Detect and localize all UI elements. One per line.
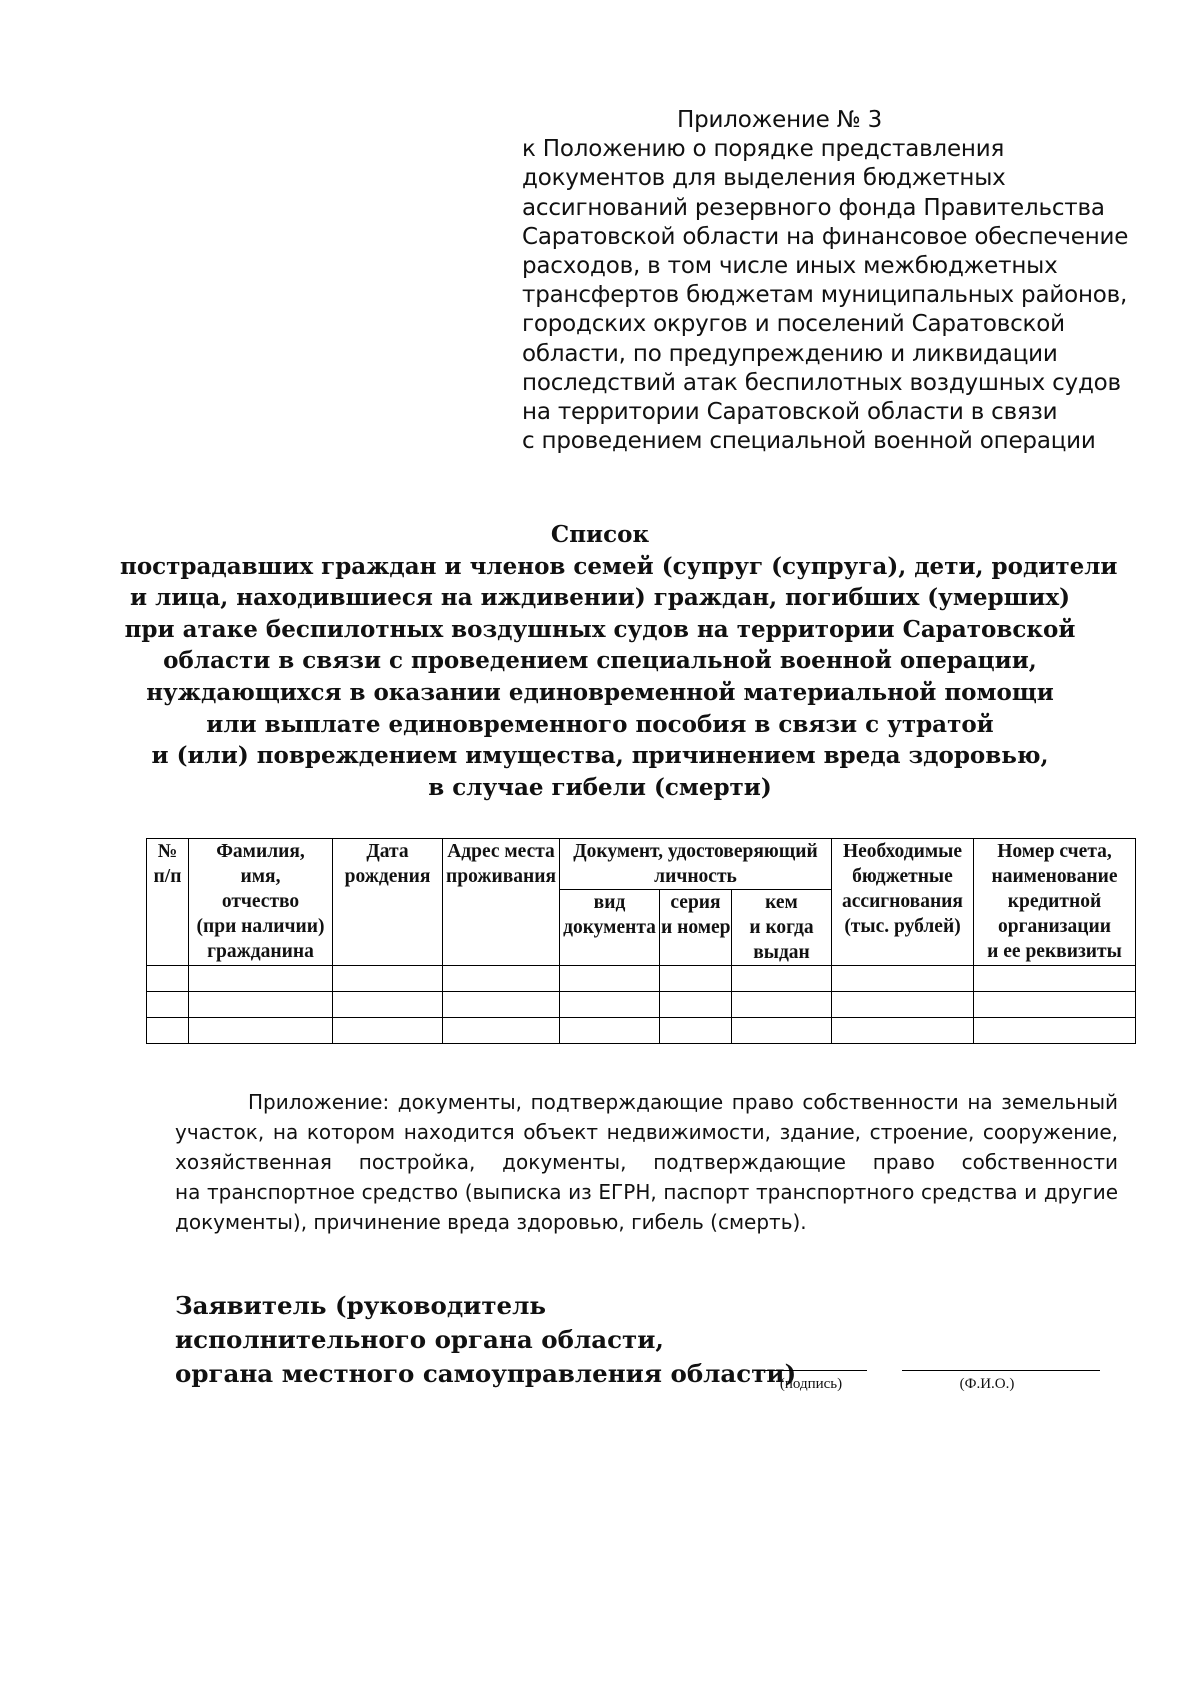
document-title	[120, 519, 1118, 803]
table-row	[147, 1018, 1136, 1044]
table-row	[147, 992, 1136, 1018]
appendix-line: с проведением специальной военной операции	[522, 428, 1096, 455]
appendix-block	[522, 106, 1142, 456]
full-name-line[interactable]	[902, 1370, 1100, 1371]
appendix-line: расходов, в том числе иных межбюджетных	[522, 253, 1058, 280]
full-name-label: (Ф.И.О.)	[959, 1376, 1015, 1392]
header-document-series: серия и номер	[660, 890, 732, 966]
signature-label: (подпись)	[779, 1376, 843, 1392]
applicant-line: Заявитель (руководитель	[175, 1291, 547, 1320]
header-full-name: Фамилия, имя, отчество (при наличии) гражданина	[189, 839, 333, 966]
header-budget-funds: Необходимые бюджетные ассигнования (тыс. рублей)	[832, 839, 974, 966]
header-document-type: вид документа	[560, 890, 660, 966]
note-line: на транспортное средство (выписка из ЕГРН, паспорт транспортного средства и другие	[175, 1180, 1118, 1204]
note-line: участок, на котором находится объект недвижимости, здание, строение, сооружение,	[175, 1120, 1118, 1144]
header-bank-account: Номер счета, наименование кредитной организации и ее реквизиты	[974, 839, 1136, 966]
note-line: документы), причинение вреда здоровью, гибель (смерть).	[175, 1210, 807, 1234]
title-line: и лица, находившиеся на иждивении) граждан, погибших (умерших)	[130, 584, 1070, 612]
table-row	[147, 966, 1136, 992]
note-line: хозяйственная постройка, документы, подтверждающие право собственности	[175, 1150, 1118, 1174]
applicant-line: исполнительного органа области,	[175, 1325, 664, 1354]
appendix-heading: Приложение № 3	[677, 107, 882, 133]
appendix-line: документов для выделения бюджетных	[522, 165, 1006, 192]
title-heading: Список	[550, 521, 650, 548]
signature-line[interactable]	[755, 1370, 867, 1371]
attachment-note	[175, 1087, 1118, 1237]
appendix-line: Саратовской области на финансовое обеспечение	[522, 223, 1129, 250]
title-line: или выплате единовременного пособия в связи с утратой	[206, 710, 994, 738]
appendix-line: ассигнований резервного фонда Правительства	[522, 194, 1105, 221]
appendix-line: на территории Саратовской области в связи	[522, 399, 1058, 426]
title-line: области в связи с проведением специальной военной операции,	[163, 647, 1037, 675]
applicant-line: органа местного самоуправления области)	[175, 1359, 797, 1388]
note-line: Приложение: документы, подтверждающие право собственности на земельный	[248, 1090, 1118, 1114]
title-line: и (или) повреждением имущества, причинением вреда здоровью,	[151, 742, 1049, 770]
citizens-table	[146, 838, 1136, 1044]
header-address: Адрес места проживания	[443, 839, 560, 966]
title-line: пострадавших граждан и членов семей (супруг (супруга), дети, родители	[120, 552, 1118, 580]
title-line: нуждающихся в оказании единовременной материальной помощи	[146, 678, 1054, 706]
appendix-line: области, по предупреждению и ликвидации	[522, 340, 1058, 367]
applicant-block	[175, 1289, 796, 1391]
title-line: в случае гибели (смерти)	[428, 773, 772, 801]
title-line: при атаке беспилотных воздушных судов на территории Саратовской	[124, 615, 1076, 643]
appendix-line: трансфертов бюджетам муниципальных районов,	[522, 282, 1128, 309]
appendix-line: городских округов и поселений Саратовской	[522, 311, 1065, 338]
header-identity-document: Документ, удостоверяющий личность	[560, 839, 832, 890]
header-birth-date: Дата рождения	[333, 839, 443, 966]
table-header-row	[147, 839, 1136, 890]
appendix-line: последствий атак беспилотных воздушных судов	[522, 369, 1121, 396]
appendix-line: к Положению о порядке представления	[522, 136, 1005, 163]
header-number: № п/п	[147, 839, 189, 966]
header-document-issued: кем и когда выдан	[732, 890, 832, 966]
